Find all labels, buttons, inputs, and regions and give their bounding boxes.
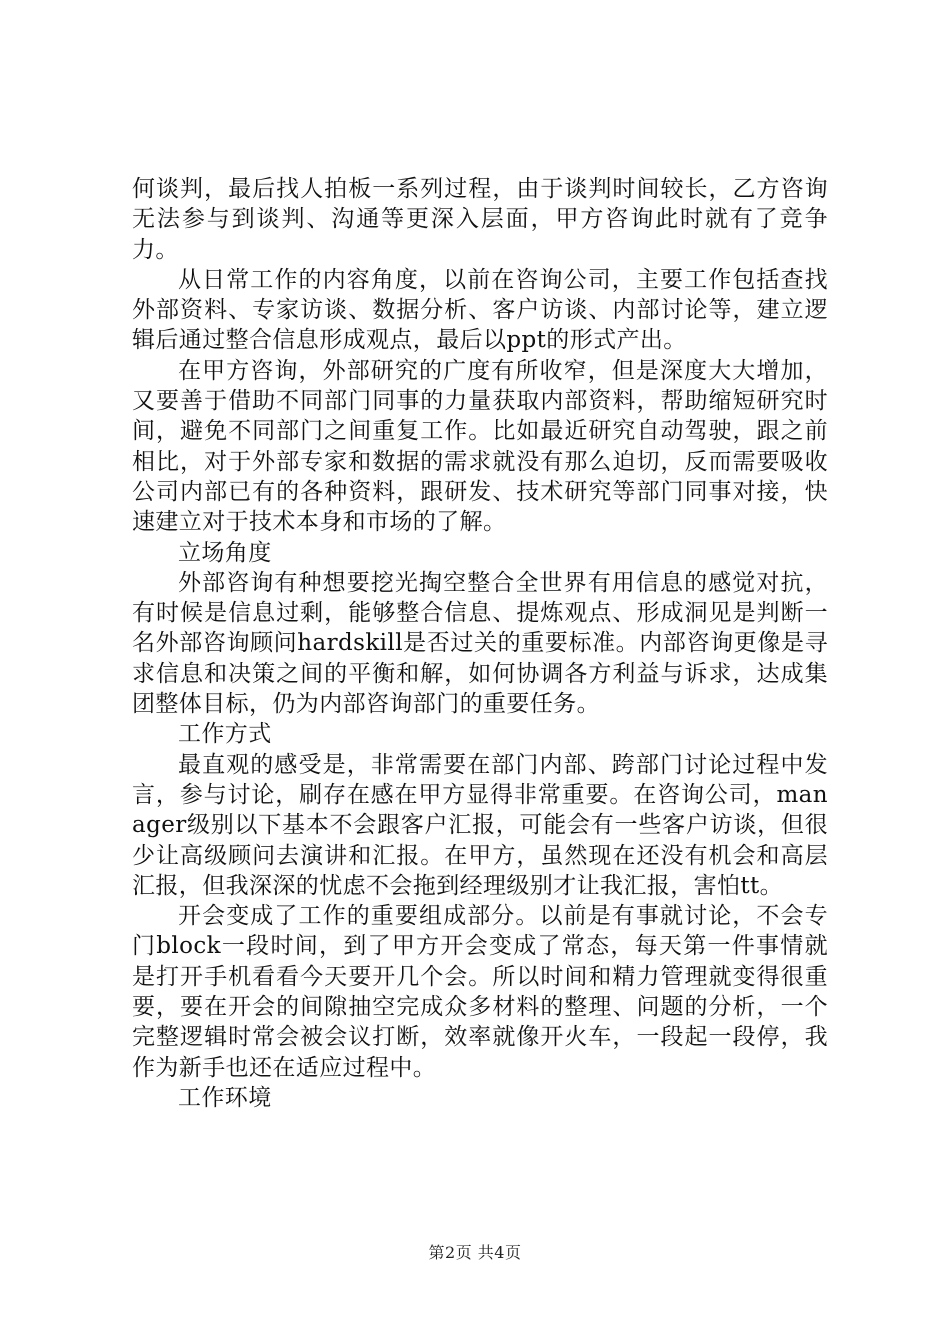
paragraph-stance: 外部咨询有种想要挖光掏空整合全世界有用信息的感觉对抗，有时候是信息过剩，能够整合信息、提炼观点、形成洞见是判断一名外部咨询顾问hardskill是否过关的重要标准。内部咨询更像是寻求信息和决策之间的平衡和解，如何协调各方利益与诉求，达成集团整体目标，仍为内部咨询部门的重要任务。 xyxy=(132,569,828,718)
paragraph-client-consulting: 在甲方咨询，外部研究的广度有所收窄，但是深度大大增加，又要善于借助不同部门同事的力量获取内部资料，帮助缩短研究时间，避免不同部门之间重复工作。比如最近研究自动驾驶，跟之前相比，对于外部专家和数据的需求就没有那么迫切，反而需要吸收公司内部已有的各种资料，跟研发、技术研究等部门同事对接，快速建立对于技术本身和市场的了解。 xyxy=(132,357,828,536)
section-heading-work-style: 工作方式 xyxy=(178,721,272,748)
section-heading-work-environment: 工作环境 xyxy=(178,1084,272,1111)
paragraph-continuation: 何谈判，最后找人拍板一系列过程，由于谈判时间较长，乙方咨询无法参与到谈判、沟通等更深入层面，甲方咨询此时就有了竞争力。 xyxy=(132,176,828,263)
paragraph-work-style: 最直观的感受是，非常需要在部门内部、跨部门讨论过程中发言，参与讨论，刷存在感在甲方显得非常重要。在咨询公司，manager级别以下基本不会跟客户汇报，可能会有一些客户访谈，但很少让高级顾问去演讲和汇报。在甲方，虽然现在还没有机会和高层汇报，但我深深的忧虑不会拖到经理级别才让我汇报，害怕tt。 xyxy=(132,751,828,899)
paragraph-daily-work: 从日常工作的内容角度，以前在咨询公司，主要工作包括查找外部资料、专家访谈、数据分析、客户访谈、内部讨论等，建立逻辑后通过整合信息形成观点，最后以ppt的形式产出。 xyxy=(132,266,828,354)
page-number-footer: 第2页 共4页 xyxy=(428,1243,522,1262)
paragraph-meetings: 开会变成了工作的重要组成部分。以前是有事就讨论，不会专门block一段时间，到了甲方开会变成了常态，每天第一件事情就是打开手机看看今天要开几个会。所以时间和精力管理就变得很重要，要在开会的间隙抽空完成众多材料的整理、问题的分析，一个完整逻辑时常会被会议打断，效率就像开火车，一段起一段停，我作为新手也还在适应过程中。 xyxy=(132,903,828,1081)
section-heading-stance: 立场角度 xyxy=(178,539,272,566)
body-text xyxy=(132,174,828,1113)
